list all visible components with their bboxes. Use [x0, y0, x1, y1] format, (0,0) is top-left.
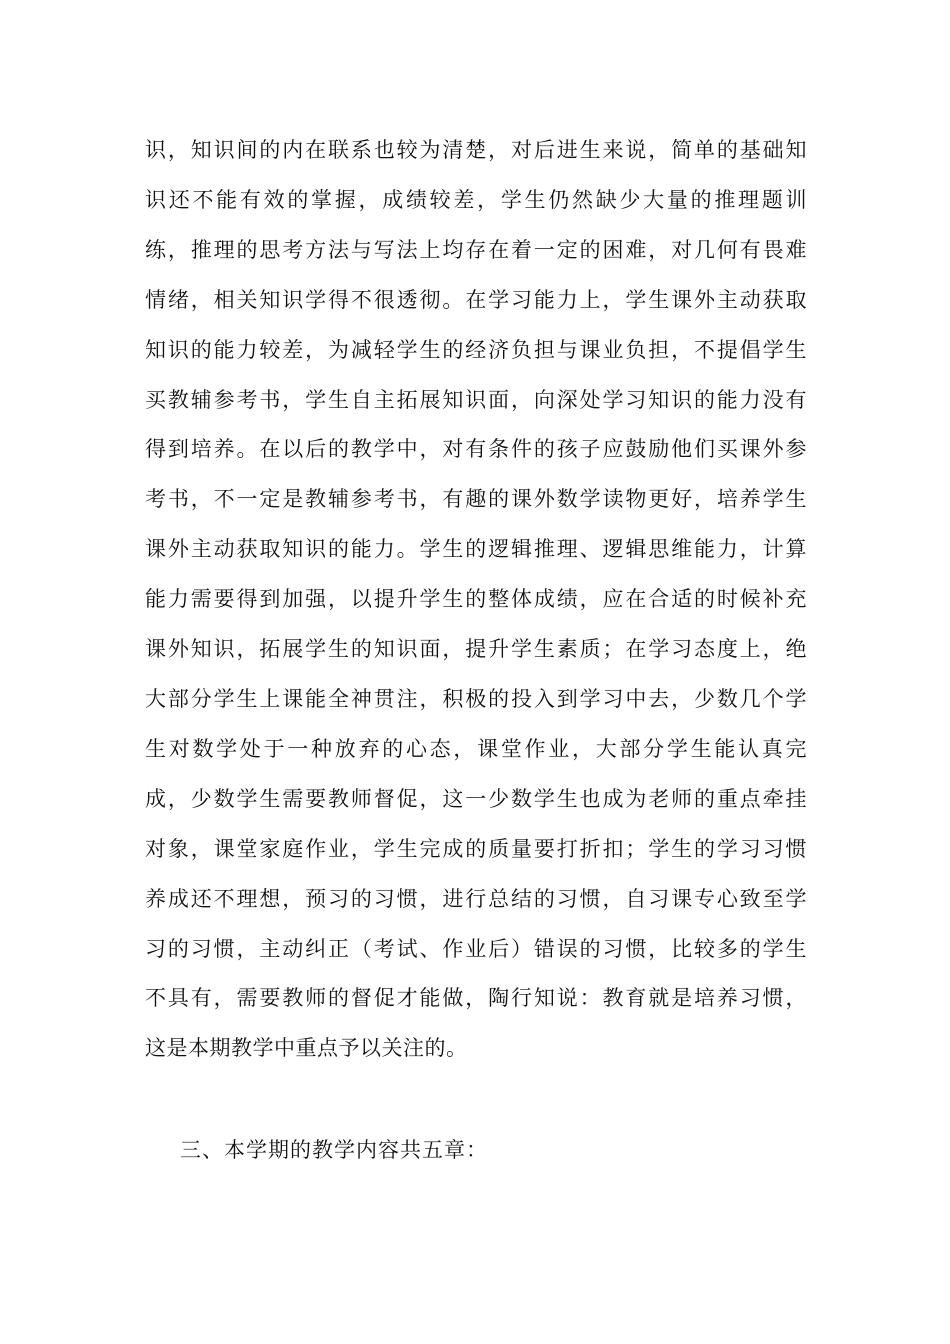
paragraph-line: 知识的能力较差，为减轻学生的经济负担与课业负担，不提倡学生	[145, 337, 807, 362]
section-heading: 三、本学期的教学内容共五章：	[180, 1138, 488, 1162]
paragraph-line: 能力需要得到加强，以提升学生的整体成绩，应在合适的时候补充	[145, 587, 807, 612]
paragraph-line: 养成还不理想，预习的习惯，进行总结的习惯，自习课专心致至学	[145, 886, 807, 911]
paragraph-line: 习的习惯，主动纠正（考试、作业后）错误的习惯，比较多的学生	[145, 936, 807, 961]
paragraph-line: 生对数学处于一种放弃的心态，课堂作业，大部分学生能认真完	[145, 736, 807, 761]
paragraph-line: 成，少数学生需要教师督促，这一少数学生也成为老师的重点牵挂	[145, 786, 807, 811]
paragraph-line: 大部分学生上课能全神贯注，积极的投入到学习中去，少数几个学	[145, 686, 807, 711]
paragraph-line-last: 这是本期教学中重点予以关注的。	[145, 1036, 468, 1061]
paragraph-line: 练，推理的思考方法与写法上均存在着一定的困难，对几何有畏难	[145, 237, 807, 262]
paragraph-line: 识还不能有效的掌握，成绩较差，学生仍然缺少大量的推理题训	[145, 187, 807, 212]
paragraph-line: 课外主动获取知识的能力。学生的逻辑推理、逻辑思维能力，计算	[145, 537, 807, 562]
paragraph-line: 得到培养。在以后的教学中，对有条件的孩子应鼓励他们买课外参	[145, 437, 807, 462]
paragraph-line: 考书，不一定是教辅参考书，有趣的课外数学读物更好，培养学生	[145, 487, 807, 512]
paragraph-line: 情绪，相关知识学得不很透彻。在学习能力上，学生课外主动获取	[145, 287, 807, 312]
paragraph-line: 买教辅参考书，学生自主拓展知识面，向深处学习知识的能力没有	[145, 387, 807, 412]
paragraph-line: 课外知识，拓展学生的知识面，提升学生素质；在学习态度上，绝	[145, 637, 807, 662]
body-paragraph	[145, 126, 807, 1074]
paragraph-line: 不具有，需要教师的督促才能做，陶行知说：教育就是培养习惯，	[145, 986, 807, 1011]
paragraph-line: 识，知识间的内在联系也较为清楚，对后进生来说，简单的基础知	[145, 138, 807, 162]
paragraph-line: 对象，课堂家庭作业，学生完成的质量要打折扣；学生的学习习惯	[145, 836, 807, 861]
